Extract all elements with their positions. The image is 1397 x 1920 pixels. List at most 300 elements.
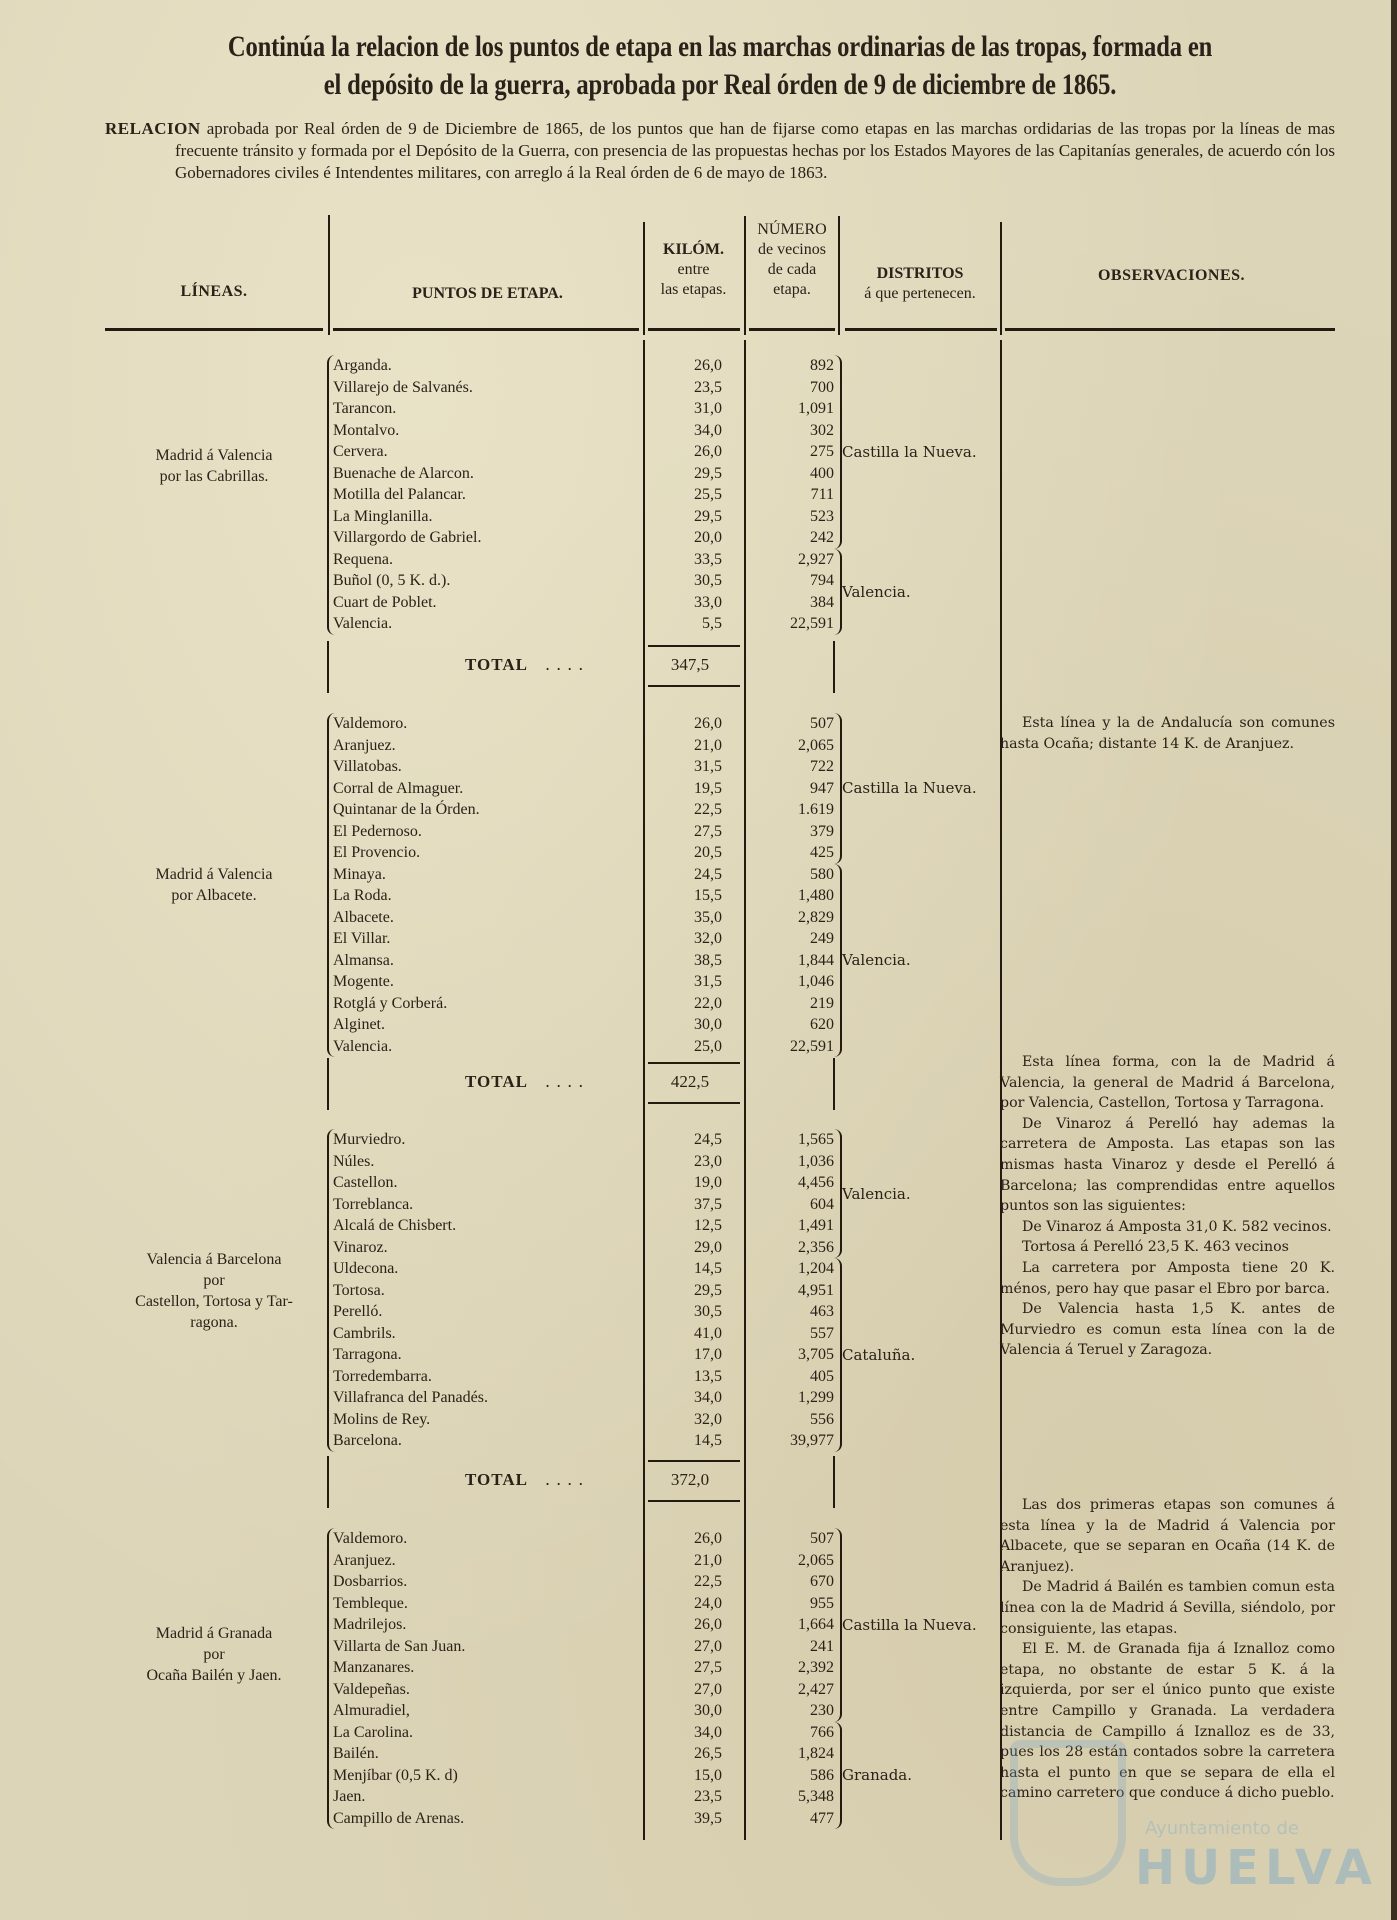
stage-place: Jaen. bbox=[333, 1788, 366, 1805]
total-value: 422,5 bbox=[670, 1072, 710, 1091]
stage-km: 25,5 bbox=[694, 486, 722, 503]
stage-vecinos: 3,705 bbox=[798, 1346, 834, 1363]
route-line-label-part: Madrid á Valencia bbox=[155, 865, 273, 883]
total-leader-dots: .... bbox=[545, 1072, 590, 1091]
stage-km: 21,0 bbox=[694, 736, 722, 754]
stage-vecinos: 955 bbox=[810, 1594, 834, 1612]
total-label: TOTAL bbox=[465, 655, 528, 674]
stage-km: 24,5 bbox=[694, 1131, 722, 1148]
stage-row bbox=[0, 441, 1397, 462]
header-numero-2: de vecinos bbox=[758, 241, 826, 258]
stage-vecinos: 2,829 bbox=[798, 908, 834, 926]
stage-place: Valdemoro. bbox=[333, 1530, 408, 1547]
stage-place: Alcalá de Chisbert. bbox=[333, 1217, 457, 1234]
route-observations bbox=[1000, 713, 1335, 754]
header-distritos-1: DISTRITOS bbox=[876, 265, 964, 282]
stage-row bbox=[0, 799, 1397, 820]
stage-place: Bailén. bbox=[333, 1745, 379, 1762]
stage-place: Villargordo de Gabriel. bbox=[333, 529, 482, 546]
stage-km: 20,5 bbox=[694, 844, 722, 861]
stage-place: Campillo de Arenas. bbox=[333, 1809, 465, 1827]
stage-row bbox=[0, 527, 1397, 548]
header-kilom-1: KILÓM. bbox=[663, 241, 724, 258]
stage-vecinos: 507 bbox=[810, 1530, 834, 1547]
header-numero-1: NÚMERO bbox=[757, 221, 827, 238]
route-line-label-part: Madrid á Valencia bbox=[155, 447, 273, 465]
stage-vecinos: 384 bbox=[810, 593, 834, 611]
stage-place: Arganda. bbox=[333, 357, 392, 374]
total-value: 347,5 bbox=[670, 655, 710, 674]
stage-km: 13,5 bbox=[694, 1367, 722, 1385]
stage-place: Cuart de Poblet. bbox=[333, 593, 437, 611]
stage-row bbox=[0, 1366, 1397, 1387]
stage-place: Villafranca del Panadés. bbox=[333, 1389, 488, 1406]
stage-vecinos: 2,065 bbox=[798, 736, 834, 754]
stage-row bbox=[0, 907, 1397, 928]
stage-vecinos: 5,348 bbox=[798, 1788, 834, 1805]
stage-row bbox=[0, 971, 1397, 992]
header-rule bbox=[648, 328, 740, 331]
header-observaciones: OBSERVACIONES. bbox=[1097, 267, 1246, 284]
district-brace bbox=[834, 1528, 842, 1722]
stage-vecinos: 556 bbox=[810, 1410, 834, 1428]
stage-km: 30,5 bbox=[694, 572, 722, 589]
stage-vecinos: 586 bbox=[810, 1766, 834, 1784]
stage-place: Tortosa. bbox=[333, 1281, 385, 1299]
document-title bbox=[203, 28, 1236, 104]
header-numero-3: de cada bbox=[767, 261, 817, 278]
route-line-label-part: por bbox=[203, 1645, 225, 1663]
header-rule bbox=[1005, 328, 1335, 331]
header-kilom-3: las etapas. bbox=[660, 281, 727, 298]
stage-place: Valencia. bbox=[333, 1037, 393, 1055]
stage-vecinos: 2,392 bbox=[798, 1659, 834, 1676]
observation-paragraph: De Vinaroz á Perelló hay ademas la carretera de Amposta. Las etapas son las mismas hasta Vinaroz y desde el Perelló á Barcelona; las comprendidas entre aquellos puntos son las siguientes: bbox=[1000, 1115, 1335, 1215]
intro-paragraph bbox=[105, 118, 1335, 184]
total-value: 372,0 bbox=[670, 1470, 710, 1489]
stage-vecinos: 1,824 bbox=[798, 1745, 834, 1762]
stage-place: La Roda. bbox=[333, 887, 392, 904]
header-rule bbox=[749, 328, 835, 331]
stage-km: 26,0 bbox=[694, 1530, 722, 1547]
route-line-label-part: Valencia á Barcelona bbox=[146, 1251, 282, 1269]
stage-km: 24,5 bbox=[694, 865, 722, 883]
stage-km: 41,0 bbox=[694, 1324, 722, 1342]
stage-place: Buñol (0, 5 K. d.). bbox=[333, 572, 451, 589]
stage-km: 29,5 bbox=[694, 507, 722, 525]
stage-vecinos: 249 bbox=[810, 930, 834, 947]
stage-km: 23,0 bbox=[694, 1152, 722, 1170]
watermark-small-text: Ayuntamiento de bbox=[1145, 1818, 1299, 1839]
stage-vecinos: 1,844 bbox=[798, 951, 834, 969]
stage-vecinos: 580 bbox=[810, 865, 834, 883]
stage-km: 23,5 bbox=[694, 378, 722, 396]
stage-vecinos: 39,977 bbox=[790, 1432, 834, 1449]
watermark-shield-icon bbox=[1010, 1740, 1126, 1886]
stage-place: Almuradiel, bbox=[333, 1702, 410, 1719]
stage-vecinos: 241 bbox=[810, 1637, 834, 1655]
stage-place: Aranjuez. bbox=[333, 1551, 396, 1569]
stage-vecinos: 425 bbox=[810, 844, 834, 861]
stage-place: Buenache de Alarcon. bbox=[333, 464, 474, 482]
stage-km: 33,5 bbox=[694, 550, 722, 568]
total-rule bbox=[648, 685, 740, 687]
stage-row bbox=[0, 1014, 1397, 1035]
stage-row bbox=[0, 549, 1397, 570]
stage-km: 26,0 bbox=[694, 715, 722, 732]
header-numero-4: etapa. bbox=[773, 281, 811, 298]
stage-km: 30,0 bbox=[694, 1016, 722, 1033]
stage-place: Rotglá y Corberá. bbox=[333, 994, 448, 1012]
route-line-label-part: Ocaña Bailén y Jaen. bbox=[146, 1666, 282, 1684]
stage-km: 27,5 bbox=[694, 1659, 722, 1676]
stage-vecinos: 242 bbox=[810, 529, 834, 546]
district-name: Granada. bbox=[842, 1766, 913, 1785]
route-line-label-part: ragona. bbox=[190, 1314, 238, 1332]
stage-vecinos: 670 bbox=[810, 1573, 834, 1590]
stage-km: 29,5 bbox=[694, 1281, 722, 1299]
total-rule bbox=[648, 645, 740, 647]
stage-place: Uldecona. bbox=[333, 1260, 399, 1277]
stage-km: 30,5 bbox=[694, 1303, 722, 1320]
stage-vecinos: 22,591 bbox=[790, 1037, 834, 1055]
stage-km: 38,5 bbox=[694, 951, 722, 969]
stage-vecinos: 22,591 bbox=[790, 615, 834, 632]
stage-km: 21,0 bbox=[694, 1551, 722, 1569]
stage-vecinos: 219 bbox=[810, 994, 834, 1012]
stage-row bbox=[0, 885, 1397, 906]
stage-place: Cervera. bbox=[333, 443, 388, 460]
stage-vecinos: 2,065 bbox=[798, 1551, 834, 1569]
stage-vecinos: 379 bbox=[810, 822, 834, 840]
stage-vecinos: 477 bbox=[810, 1809, 834, 1827]
stage-place: Montalvo. bbox=[333, 421, 400, 439]
route-line-label-part: por las Cabrillas. bbox=[159, 468, 269, 486]
stage-place: Minaya. bbox=[333, 865, 386, 883]
total-leader-dots: .... bbox=[545, 1470, 590, 1489]
stage-vecinos: 1,091 bbox=[798, 400, 834, 417]
stage-km: 30,0 bbox=[694, 1702, 722, 1719]
stage-place: Vinaroz. bbox=[333, 1238, 388, 1256]
observation-paragraph: Tortosa á Perelló 23,5 K. 463 vecinos bbox=[1022, 1239, 1289, 1256]
stage-vecinos: 302 bbox=[810, 421, 834, 439]
district-brace bbox=[834, 1129, 842, 1258]
stage-vecinos: 892 bbox=[810, 357, 834, 374]
observation-paragraph: El E. M. de Granada fija á Iznalloz como etapa, no obstante de estar 5 K. á la izquierda, por ser el único punto que existe entre Campillo y Granada. La verdadera distancia de Campillo á Iznalloz es de 33, pues los 28 están contados sobre la carretera hasta el punto en que se separa de ella el camino carretero que conduce á dicho pueblo. bbox=[1000, 1641, 1335, 1802]
stage-place: Torredembarra. bbox=[333, 1367, 432, 1385]
stage-vecinos: 700 bbox=[810, 378, 834, 396]
stage-km: 26,0 bbox=[694, 443, 722, 460]
stage-km: 26,5 bbox=[694, 1745, 722, 1762]
stage-km: 39,5 bbox=[694, 1809, 722, 1827]
stage-place: Tarragona. bbox=[333, 1346, 402, 1363]
stage-km: 34,0 bbox=[694, 1723, 722, 1741]
stage-place: Núles. bbox=[333, 1152, 375, 1170]
stage-km: 22,5 bbox=[694, 1573, 722, 1590]
header-divider bbox=[744, 216, 746, 335]
stage-place: La Carolina. bbox=[333, 1723, 413, 1741]
observation-paragraph: Esta línea forma, con la de Madrid á Valencia, la general de Madrid á Barcelona, por Valencia, Castellon, Tortosa y Tarragona. bbox=[1000, 1054, 1335, 1112]
district-name: Castilla la Nueva. bbox=[842, 1615, 977, 1634]
header-rule bbox=[105, 328, 323, 331]
stage-place: Manzanares. bbox=[333, 1659, 415, 1676]
stage-place: Barcelona. bbox=[333, 1432, 402, 1449]
stage-vecinos: 604 bbox=[810, 1195, 834, 1213]
intro-lead: RELACION bbox=[105, 119, 201, 138]
stage-place: Tembleque. bbox=[333, 1594, 408, 1612]
header-numero bbox=[746, 220, 838, 300]
district-name: Valencia. bbox=[842, 582, 911, 601]
total-rule bbox=[648, 1460, 740, 1462]
stage-vecinos: 1,046 bbox=[798, 973, 834, 990]
observation-paragraph: De Madrid á Bailén es tambien comun esta línea con la de Madrid á Sevilla, siéndolo, por consiguiente, las etapas. bbox=[1000, 1579, 1335, 1637]
total-side-line bbox=[833, 1456, 835, 1508]
route-line-label-part: por bbox=[203, 1272, 225, 1290]
header-lineas: LÍNEAS. bbox=[180, 283, 248, 300]
stage-row bbox=[0, 950, 1397, 971]
stage-place: Aranjuez. bbox=[333, 736, 396, 754]
header-divider bbox=[1000, 222, 1002, 335]
total-label: TOTAL bbox=[465, 1470, 528, 1489]
district-brace bbox=[834, 1258, 842, 1452]
stage-place: Valdepeñas. bbox=[333, 1680, 410, 1698]
stage-place: La Minglanilla. bbox=[333, 507, 433, 525]
total-rule bbox=[648, 1500, 740, 1502]
stage-row bbox=[0, 1387, 1397, 1408]
stage-km: 31,5 bbox=[694, 973, 722, 990]
stage-vecinos: 230 bbox=[810, 1702, 834, 1719]
header-puntos: PUNTOS DE ETAPA. bbox=[412, 285, 563, 302]
total-leader-dots: .... bbox=[545, 655, 590, 674]
observation-paragraph: Esta línea y la de Andalucía son comunes hasta Ocaña; distante 14 K. de Aranjuez. bbox=[1000, 715, 1335, 752]
stage-place: Almansa. bbox=[333, 951, 394, 969]
observation-paragraph: De Vinaroz á Amposta 31,0 K. 582 vecinos. bbox=[1022, 1218, 1332, 1235]
stage-row bbox=[0, 864, 1397, 885]
stage-vecinos: 1.619 bbox=[798, 801, 834, 818]
stage-vecinos: 1,299 bbox=[798, 1389, 834, 1406]
stage-place: El Villar. bbox=[333, 930, 391, 947]
total-side-line bbox=[833, 1058, 835, 1110]
stage-km: 12,5 bbox=[694, 1217, 722, 1234]
stage-vecinos: 523 bbox=[810, 507, 834, 525]
stage-vecinos: 4,951 bbox=[798, 1281, 834, 1299]
stage-vecinos: 275 bbox=[810, 443, 834, 460]
stage-km: 15,0 bbox=[694, 1766, 722, 1784]
stage-vecinos: 766 bbox=[810, 1723, 834, 1741]
stage-row bbox=[0, 756, 1397, 777]
stage-km: 19,0 bbox=[694, 1174, 722, 1191]
stage-km: 31,5 bbox=[694, 758, 722, 775]
stage-vecinos: 507 bbox=[810, 715, 834, 732]
stage-km: 27,0 bbox=[694, 1637, 722, 1655]
stage-place: Motilla del Palancar. bbox=[333, 486, 466, 503]
header-divider bbox=[643, 222, 645, 335]
observation-paragraph: De Valencia hasta 1,5 K. antes de Murviedro es comun esta línea con la de Valencia á Teruel y Zaragoza. bbox=[1000, 1301, 1335, 1359]
stage-vecinos: 1,565 bbox=[798, 1131, 834, 1148]
stage-km: 26,0 bbox=[694, 1616, 722, 1633]
stage-vecinos: 2,427 bbox=[798, 1680, 834, 1698]
stage-km: 33,0 bbox=[694, 593, 722, 611]
stage-vecinos: 400 bbox=[810, 464, 834, 482]
district-brace bbox=[834, 549, 842, 635]
stage-km: 26,0 bbox=[694, 357, 722, 374]
total-rule bbox=[648, 1062, 740, 1064]
stage-vecinos: 557 bbox=[810, 1324, 834, 1342]
stage-row bbox=[0, 377, 1397, 398]
total-side-line bbox=[833, 641, 835, 693]
stage-row bbox=[0, 993, 1397, 1014]
title-line-2: el depósito de la guerra, aprobada por Real órden de 9 de diciembre de 1865. bbox=[323, 68, 1117, 101]
stage-km: 23,5 bbox=[694, 1788, 722, 1805]
observation-paragraph: Las dos primeras etapas son comunes á esta línea y la de Madrid á Valencia por Albacete, que se separan en Ocaña (14 K. de Aranjuez). bbox=[1000, 1497, 1335, 1575]
title-line-1: Continúa la relacion de los puntos de etapa en las marchas ordinarias de las tropas, formada en bbox=[227, 30, 1213, 63]
header-distritos bbox=[840, 264, 1000, 304]
stage-km: 31,0 bbox=[694, 400, 722, 417]
total-side-line bbox=[327, 1456, 329, 1508]
stage-km: 24,0 bbox=[694, 1594, 722, 1612]
header-divider bbox=[328, 215, 330, 335]
stage-km: 27,0 bbox=[694, 1680, 722, 1698]
stage-place: El Provencio. bbox=[333, 844, 421, 861]
stage-place: Castellon. bbox=[333, 1174, 398, 1191]
stage-row bbox=[0, 398, 1397, 419]
stage-row bbox=[0, 484, 1397, 505]
stage-row bbox=[0, 506, 1397, 527]
stage-km: 17,0 bbox=[694, 1346, 722, 1363]
district-name: Castilla la Nueva. bbox=[842, 442, 977, 461]
district-brace bbox=[834, 355, 842, 549]
stage-vecinos: 2,927 bbox=[798, 550, 834, 568]
stage-place: Murviedro. bbox=[333, 1131, 406, 1148]
page-edge bbox=[1391, 0, 1397, 1920]
stage-place: Valdemoro. bbox=[333, 715, 408, 732]
stage-km: 32,0 bbox=[694, 930, 722, 947]
header-rule bbox=[333, 328, 639, 331]
watermark-text: HUELVA bbox=[1135, 1840, 1378, 1896]
stage-row bbox=[0, 420, 1397, 441]
stage-place: Villatobas. bbox=[333, 758, 402, 775]
stage-row bbox=[0, 570, 1397, 591]
stage-row bbox=[0, 778, 1397, 799]
stage-km: 35,0 bbox=[694, 908, 722, 926]
stage-vecinos: 1,204 bbox=[798, 1260, 834, 1277]
stage-km: 34,0 bbox=[694, 1389, 722, 1406]
total-side-line bbox=[327, 641, 329, 693]
stage-km: 32,0 bbox=[694, 1410, 722, 1428]
stage-km: 37,5 bbox=[694, 1195, 722, 1213]
stage-vecinos: 463 bbox=[810, 1303, 834, 1320]
stage-km: 14,5 bbox=[694, 1432, 722, 1449]
stage-place: Requena. bbox=[333, 550, 393, 568]
stage-place: Alginet. bbox=[333, 1016, 385, 1033]
stage-km: 14,5 bbox=[694, 1260, 722, 1277]
route-observations bbox=[1000, 1052, 1335, 1361]
district-brace bbox=[834, 1722, 842, 1830]
stage-km: 5,5 bbox=[702, 615, 722, 632]
stage-vecinos: 2,356 bbox=[798, 1238, 834, 1256]
stage-km: 29,0 bbox=[694, 1238, 722, 1256]
stage-place: Cambrils. bbox=[333, 1324, 396, 1342]
total-side-line bbox=[327, 1058, 329, 1110]
stage-vecinos: 620 bbox=[810, 1016, 834, 1033]
stage-row bbox=[0, 821, 1397, 842]
stage-place: Perelló. bbox=[333, 1303, 383, 1320]
stage-row bbox=[0, 1430, 1397, 1451]
route-line-label-part: por Albacete. bbox=[171, 886, 257, 904]
stage-place: Menjíbar (0,5 K. d) bbox=[333, 1766, 458, 1784]
stage-place: Villarta de San Juan. bbox=[333, 1637, 466, 1655]
stage-vecinos: 4,456 bbox=[798, 1174, 834, 1191]
district-name: Valencia. bbox=[842, 1184, 911, 1203]
stage-vecinos: 405 bbox=[810, 1367, 834, 1385]
route-line-label-part: Madrid á Granada bbox=[155, 1624, 273, 1642]
stage-vecinos: 1,480 bbox=[798, 887, 834, 904]
stage-vecinos: 794 bbox=[810, 572, 834, 589]
total-rule bbox=[648, 1102, 740, 1104]
stage-row bbox=[0, 1409, 1397, 1430]
stage-place: Torreblanca. bbox=[333, 1195, 414, 1213]
stage-km: 20,0 bbox=[694, 529, 722, 546]
stage-place: Corral de Almaguer. bbox=[333, 779, 464, 797]
stage-km: 29,5 bbox=[694, 464, 722, 482]
stage-place: Villarejo de Salvanés. bbox=[333, 378, 473, 396]
stage-vecinos: 1,036 bbox=[798, 1152, 834, 1170]
observation-paragraph: La carretera por Amposta tiene 20 K. ménos, pero hay que pasar el Ebro por barca. bbox=[1000, 1259, 1335, 1297]
stage-row bbox=[0, 463, 1397, 484]
stage-row bbox=[0, 592, 1397, 613]
header-divider bbox=[838, 216, 840, 335]
total-label: TOTAL bbox=[465, 1072, 528, 1091]
stage-place: Mogente. bbox=[333, 973, 394, 990]
intro-text: aprobada por Real órden de 9 de Diciembre de 1865, de los puntos que han de fijarse como etapas en las marchas ordidarias de las tropas por la líneas de mas frecuente tránsito y formada por el Depósito de la Guerra, con presencia de las propuestas hechas por los Estados Mayores de las Capitanías generales, de acuerdo cón los Gobernadores civiles é Intendentes militares, con arreglo á la Real órden de 6 de mayo de 1863. bbox=[175, 119, 1335, 182]
stage-place: Quintanar de la Órden. bbox=[333, 801, 480, 818]
header-kilom bbox=[646, 240, 741, 300]
stage-km: 25,0 bbox=[694, 1037, 722, 1055]
stage-place: Valencia. bbox=[333, 615, 393, 632]
stage-row bbox=[0, 928, 1397, 949]
district-name: Cataluña. bbox=[842, 1345, 916, 1364]
header-kilom-2: entre bbox=[677, 261, 710, 278]
stage-vecinos: 722 bbox=[810, 758, 834, 775]
stage-vecinos: 947 bbox=[810, 779, 834, 797]
stage-row bbox=[0, 842, 1397, 863]
district-name: Castilla la Nueva. bbox=[842, 779, 977, 798]
stage-km: 27,5 bbox=[694, 822, 722, 840]
stage-row bbox=[0, 613, 1397, 634]
stage-place: Dosbarrios. bbox=[333, 1573, 408, 1590]
stage-km: 34,0 bbox=[694, 421, 722, 439]
stage-row bbox=[0, 355, 1397, 376]
district-brace bbox=[834, 713, 842, 864]
stage-vecinos: 1,664 bbox=[798, 1616, 834, 1633]
stage-place: Molins de Rey. bbox=[333, 1410, 431, 1428]
stage-vecinos: 1,491 bbox=[798, 1217, 834, 1234]
district-name: Valencia. bbox=[842, 951, 911, 970]
stage-place: Tarancon. bbox=[333, 400, 397, 417]
header-rule bbox=[845, 328, 997, 331]
stage-place: Albacete. bbox=[333, 908, 394, 926]
stage-km: 22,0 bbox=[694, 994, 722, 1012]
stage-vecinos: 711 bbox=[810, 486, 834, 503]
header-distritos-2: á que pertenecen. bbox=[864, 285, 976, 302]
stage-place: El Pedernoso. bbox=[333, 822, 422, 840]
route-line-label-part: Castellon, Tortosa y Tar- bbox=[135, 1293, 293, 1311]
stage-place: Madrilejos. bbox=[333, 1616, 407, 1633]
stage-km: 19,5 bbox=[694, 779, 722, 797]
district-brace bbox=[834, 864, 842, 1058]
stage-km: 22,5 bbox=[694, 801, 722, 818]
stage-km: 15,5 bbox=[694, 887, 722, 904]
